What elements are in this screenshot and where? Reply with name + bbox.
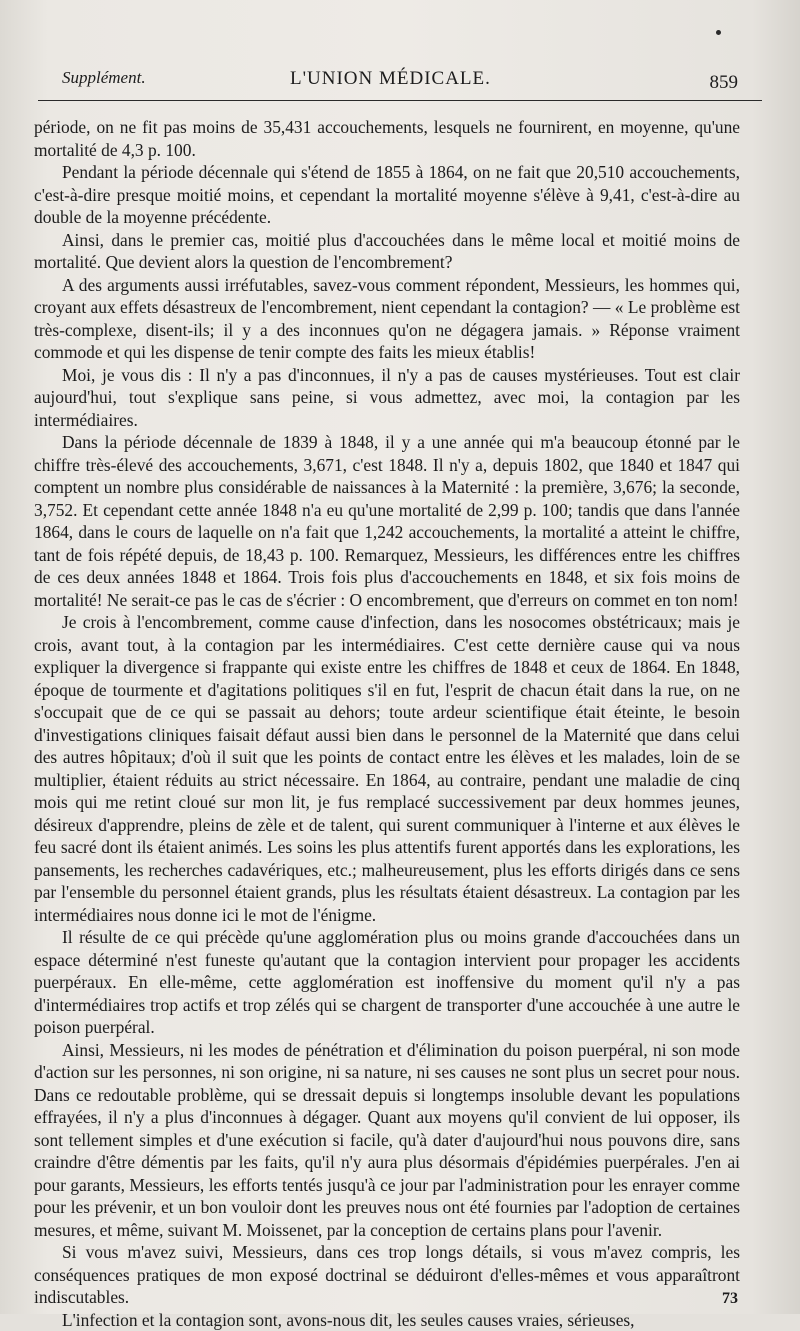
signature-mark: 73 (722, 1290, 738, 1308)
paragraph: L'infection et la contagion sont, avons-nous dit, les seules causes vraies, sérieuses, (34, 1309, 740, 1331)
header-journal-title: L'UNION MÉDICALE. (290, 68, 491, 90)
paragraph: période, on ne fit pas moins de 35,431 accouchements, lesquels ne fournirent, en moyenne, qu'une mortalité de 4,3 p. 100. (34, 116, 740, 161)
article-body (34, 116, 740, 1331)
ink-dot (716, 30, 721, 35)
paragraph: Pendant la période décennale qui s'étend de 1855 à 1864, on ne fait que 20,510 accouchements, c'est-à-dire presque moitié moins, et cependant la mortalité moyenne s'élève à 9,41, c'est-à-dire au double de la moyenne précédente. (34, 161, 740, 229)
paragraph: Si vous m'avez suivi, Messieurs, dans ces trop longs détails, si vous m'avez compris, les conséquences pratiques de mon exposé doctrinal se déduiront d'elles-mêmes et vous apparaîtront indiscutables. (34, 1241, 740, 1309)
paragraph: Moi, je vous dis : Il n'y a pas d'inconnues, il n'y a pas de causes mystérieuses. Tout est clair aujourd'hui, tout s'explique sans peine, si vous admettez, avec moi, la contagion par les intermédiaires. (34, 364, 740, 432)
paragraph: A des arguments aussi irréfutables, savez-vous comment répondent, Messieurs, les hommes qui, croyant aux effets désastreux de l'encombrement, nient cependant la contagion? — « Le problème est très-complexe, disent-ils; il y a des inconnues qu'on ne dégagera jamais. » Réponse vraiment commode et qui les dispense de tenir compte des faits les mieux établis! (34, 274, 740, 364)
paragraph: Dans la période décennale de 1839 à 1848, il y a une année qui m'a beaucoup étonné par le chiffre très-élevé des accouchements, 3,671, c'est 1848. Il n'y a, depuis 1802, que 1840 et 1847 qui comptent un nombre plus considérable de naissances à la Maternité : la première, 3,676; la seconde, 3,752. Et cependant cette année 1848 n'a eu qu'une mortalité de 2,99 p. 100; tandis que dans l'année 1864, dans le cours de laquelle on n'a fait que 1,242 accouchements, la mortalité a atteint le chiffre, tant de fois répété depuis, de 18,43 p. 100. Remarquez, Messieurs, les différences entre les chiffres de ces deux années 1848 et 1864. Trois fois plus d'accouchements en 1848, et six fois moins de mortalité! Ne serait-ce pas le cas de s'écrier : O encombrement, que d'erreurs on commet en ton nom! (34, 431, 740, 611)
header-rule (38, 100, 762, 101)
paragraph: Il résulte de ce qui précède qu'une agglomération plus ou moins grande d'accouchées dans un espace déterminé n'est funeste qu'autant que la contagion intervient pour propager les accidents puerpéraux. En elle-même, cette agglomération est inoffensive du moment qu'il n'y a pas d'intermédiaires trop actifs et trop zélés qui se chargent de transporter d'une accouchée à une autre le poison puerpéral. (34, 926, 740, 1039)
paragraph: Ainsi, dans le premier cas, moitié plus d'accouchées dans le même local et moitié moins de mortalité. Que devient alors la question de l'encombrement? (34, 229, 740, 274)
running-header (0, 66, 800, 96)
header-section-label: Supplément. (62, 68, 146, 88)
header-page-number: 859 (710, 72, 739, 94)
paragraph: Ainsi, Messieurs, ni les modes de pénétration et d'élimination du poison puerpéral, ni son mode d'action sur les personnes, ni son origine, ni sa nature, ni ses causes ne sont plus un secret pour nous. Dans ce redoutable problème, qui se dressait depuis si longtemps insoluble devant les populations effrayées, il n'y a plus d'inconnues à dégager. Quant aux moyens qu'il convient de lui opposer, ils sont tellement simples et d'une exécution si facile, qu'à dater d'aujourd'hui nous pouvons dire, sans craindre d'être démentis par les faits, qu'il n'y aura plus désormais d'épidémies puerpérales. J'en ai pour garants, Messieurs, les efforts tentés jusqu'à ce jour par l'administration pour les enrayer comme pour les prévenir, et un bon vouloir dont les preuves nous ont été fournies par l'adoption de certaines mesures, et même, suivant M. Moissenet, par la conception de certains plans pour l'avenir. (34, 1039, 740, 1242)
paragraph: Je crois à l'encombrement, comme cause d'infection, dans les nosocomes obstétricaux; mais je crois, avant tout, à la contagion par les intermédiaires. C'est cette dernière cause qui va nous expliquer la divergence si frappante qui existe entre les chiffres de 1848 et ceux de 1864. En 1848, époque de tourmente et d'agitations politiques s'il en fut, l'esprit de chacun était dans la rue, on ne s'occupait que de ce qui se passait au dehors; toute ardeur scientifique était éteinte, le besoin d'investigations cliniques faisait défaut aussi bien dans le personnel de la Maternité que dans celui des autres hôpitaux; d'où il suit que les points de contact entre les élèves et les malades, loin de se multiplier, étaient réduits au strict nécessaire. En 1864, au contraire, pendant une maladie de cinq mois qui me retint cloué sur mon lit, je fus remplacé successivement par deux hommes jeunes, désireux d'apprendre, pleins de zèle et de talent, qui surent communiquer à l'interne et aux élèves le feu sacré dont ils étaient animés. Les soins les plus attentifs furent apportés dans les explorations, les pansements, les recherches cadavériques, etc.; malheureusement, plus les efforts dirigés dans ce sens par l'ensemble du personnel étaient grands, plus les résultats étaient désastreux. La contagion par les intermédiaires nous donne ici le mot de l'énigme. (34, 611, 740, 926)
